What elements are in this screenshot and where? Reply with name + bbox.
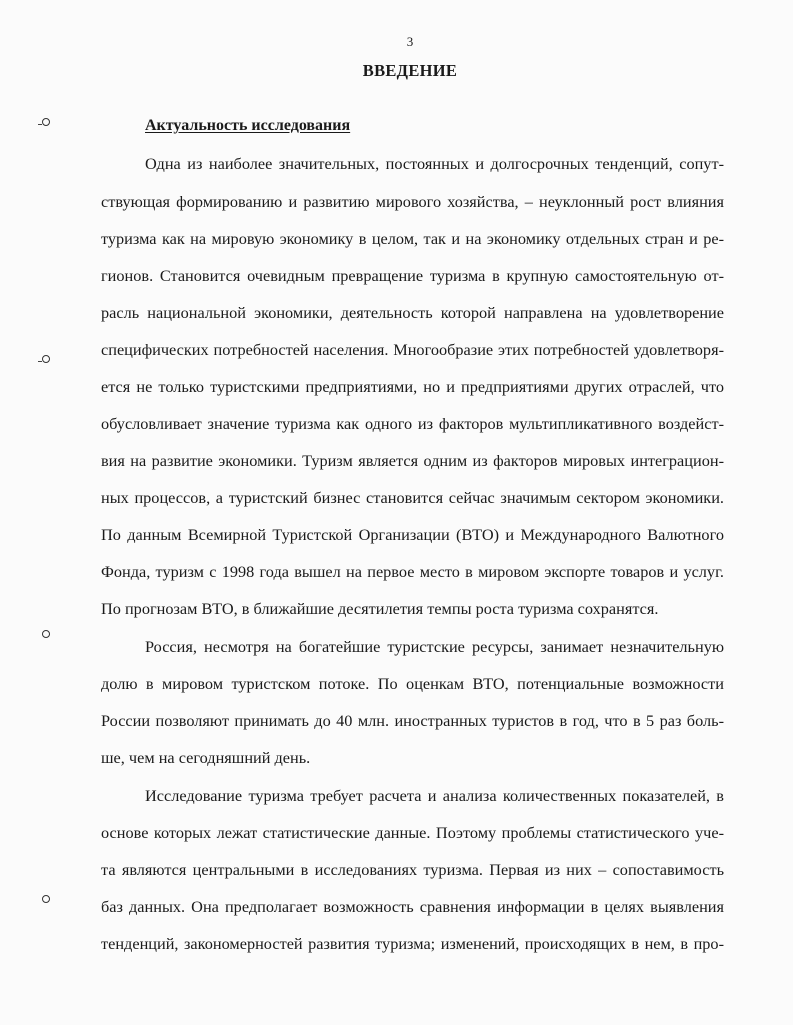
paragraph-3-line: основе которых лежат статистические данные. Поэтому проблемы статистического уче- bbox=[101, 823, 724, 842]
paragraph-2-line: Россия, несмотря на богатейшие туристские ресурсы, занимает незначительную bbox=[145, 637, 724, 656]
paragraph-1-line: вия на развитие экономики. Туризм является одним из факторов мировых интеграцион- bbox=[101, 451, 724, 470]
paragraph-3-line: баз данных. Она предполагает возможность сравнения информации в целях выявления bbox=[101, 897, 724, 916]
paragraph-1-line: обусловливает значение туризма как одного из факторов мультипликативного воздейст- bbox=[101, 414, 724, 433]
paragraph-1-line: ется не только туристскими предприятиями, но и предприятиями других отраслей, что bbox=[101, 377, 724, 396]
paragraph-1-line: Фонда, туризм с 1998 года вышел на первое место в мировом экспорте товаров и услуг. bbox=[101, 562, 724, 581]
paragraph-2-line: долю в мировом туристском потоке. По оценкам ВТО, потенциальные возможности bbox=[101, 674, 724, 693]
binder-hole-mark bbox=[42, 630, 50, 638]
paragraph-1-line: расль национальной экономики, деятельность которой направлена на удовлетворение bbox=[101, 303, 724, 322]
paragraph-1-line: ных процессов, а туристский бизнес становится сейчас значимым сектором экономики. bbox=[101, 488, 724, 507]
paragraph-1-line: специфических потребностей населения. Многообразие этих потребностей удовлетворя- bbox=[101, 340, 724, 359]
paragraph-1-line: туризма как на мировую экономику в целом, так и на экономику отдельных стран и ре- bbox=[101, 229, 724, 248]
paragraph-2-line: России позволяют принимать до 40 млн. иностранных туристов в год, что в 5 раз боль- bbox=[101, 711, 724, 730]
paragraph-3-line: Исследование туризма требует расчета и анализа количественных показателей, в bbox=[145, 786, 724, 805]
paragraph-2-line: ше, чем на сегодняшний день. bbox=[101, 748, 311, 767]
binder-hole-mark bbox=[42, 118, 50, 126]
paragraph-1-line: По прогнозам ВТО, в ближайшие десятилетия темпы роста туризма сохранятся. bbox=[101, 599, 659, 618]
paragraph-3-line: тенденций, закономерностей развития туризма; изменений, происходящих в нем, в про- bbox=[101, 934, 724, 953]
scan-mark bbox=[38, 124, 42, 125]
paragraph-1-line: гионов. Становится очевидным превращение туризма в крупную самостоятельную от- bbox=[101, 266, 724, 285]
scan-mark bbox=[38, 361, 42, 362]
paragraph-1-line: По данным Всемирной Туристской Организации (ВТО) и Международного Валютного bbox=[101, 525, 724, 544]
page-title: ВВЕДЕНИЕ bbox=[362, 61, 458, 80]
paragraph-1-line: ствующая формированию и развитию мирового хозяйства, – неуклонный рост влияния bbox=[101, 192, 724, 211]
paragraph-1-line: Одна из наиболее значительных, постоянных и долгосрочных тенденций, сопут- bbox=[145, 154, 724, 173]
paragraph-3-line: та являются центральными в исследованиях туризма. Первая из них – сопоставимость bbox=[101, 860, 724, 879]
binder-hole-mark bbox=[42, 355, 50, 363]
binder-hole-mark bbox=[42, 895, 50, 903]
section-heading: Актуальность исследования bbox=[145, 117, 351, 134]
page-number: 3 bbox=[406, 34, 414, 49]
